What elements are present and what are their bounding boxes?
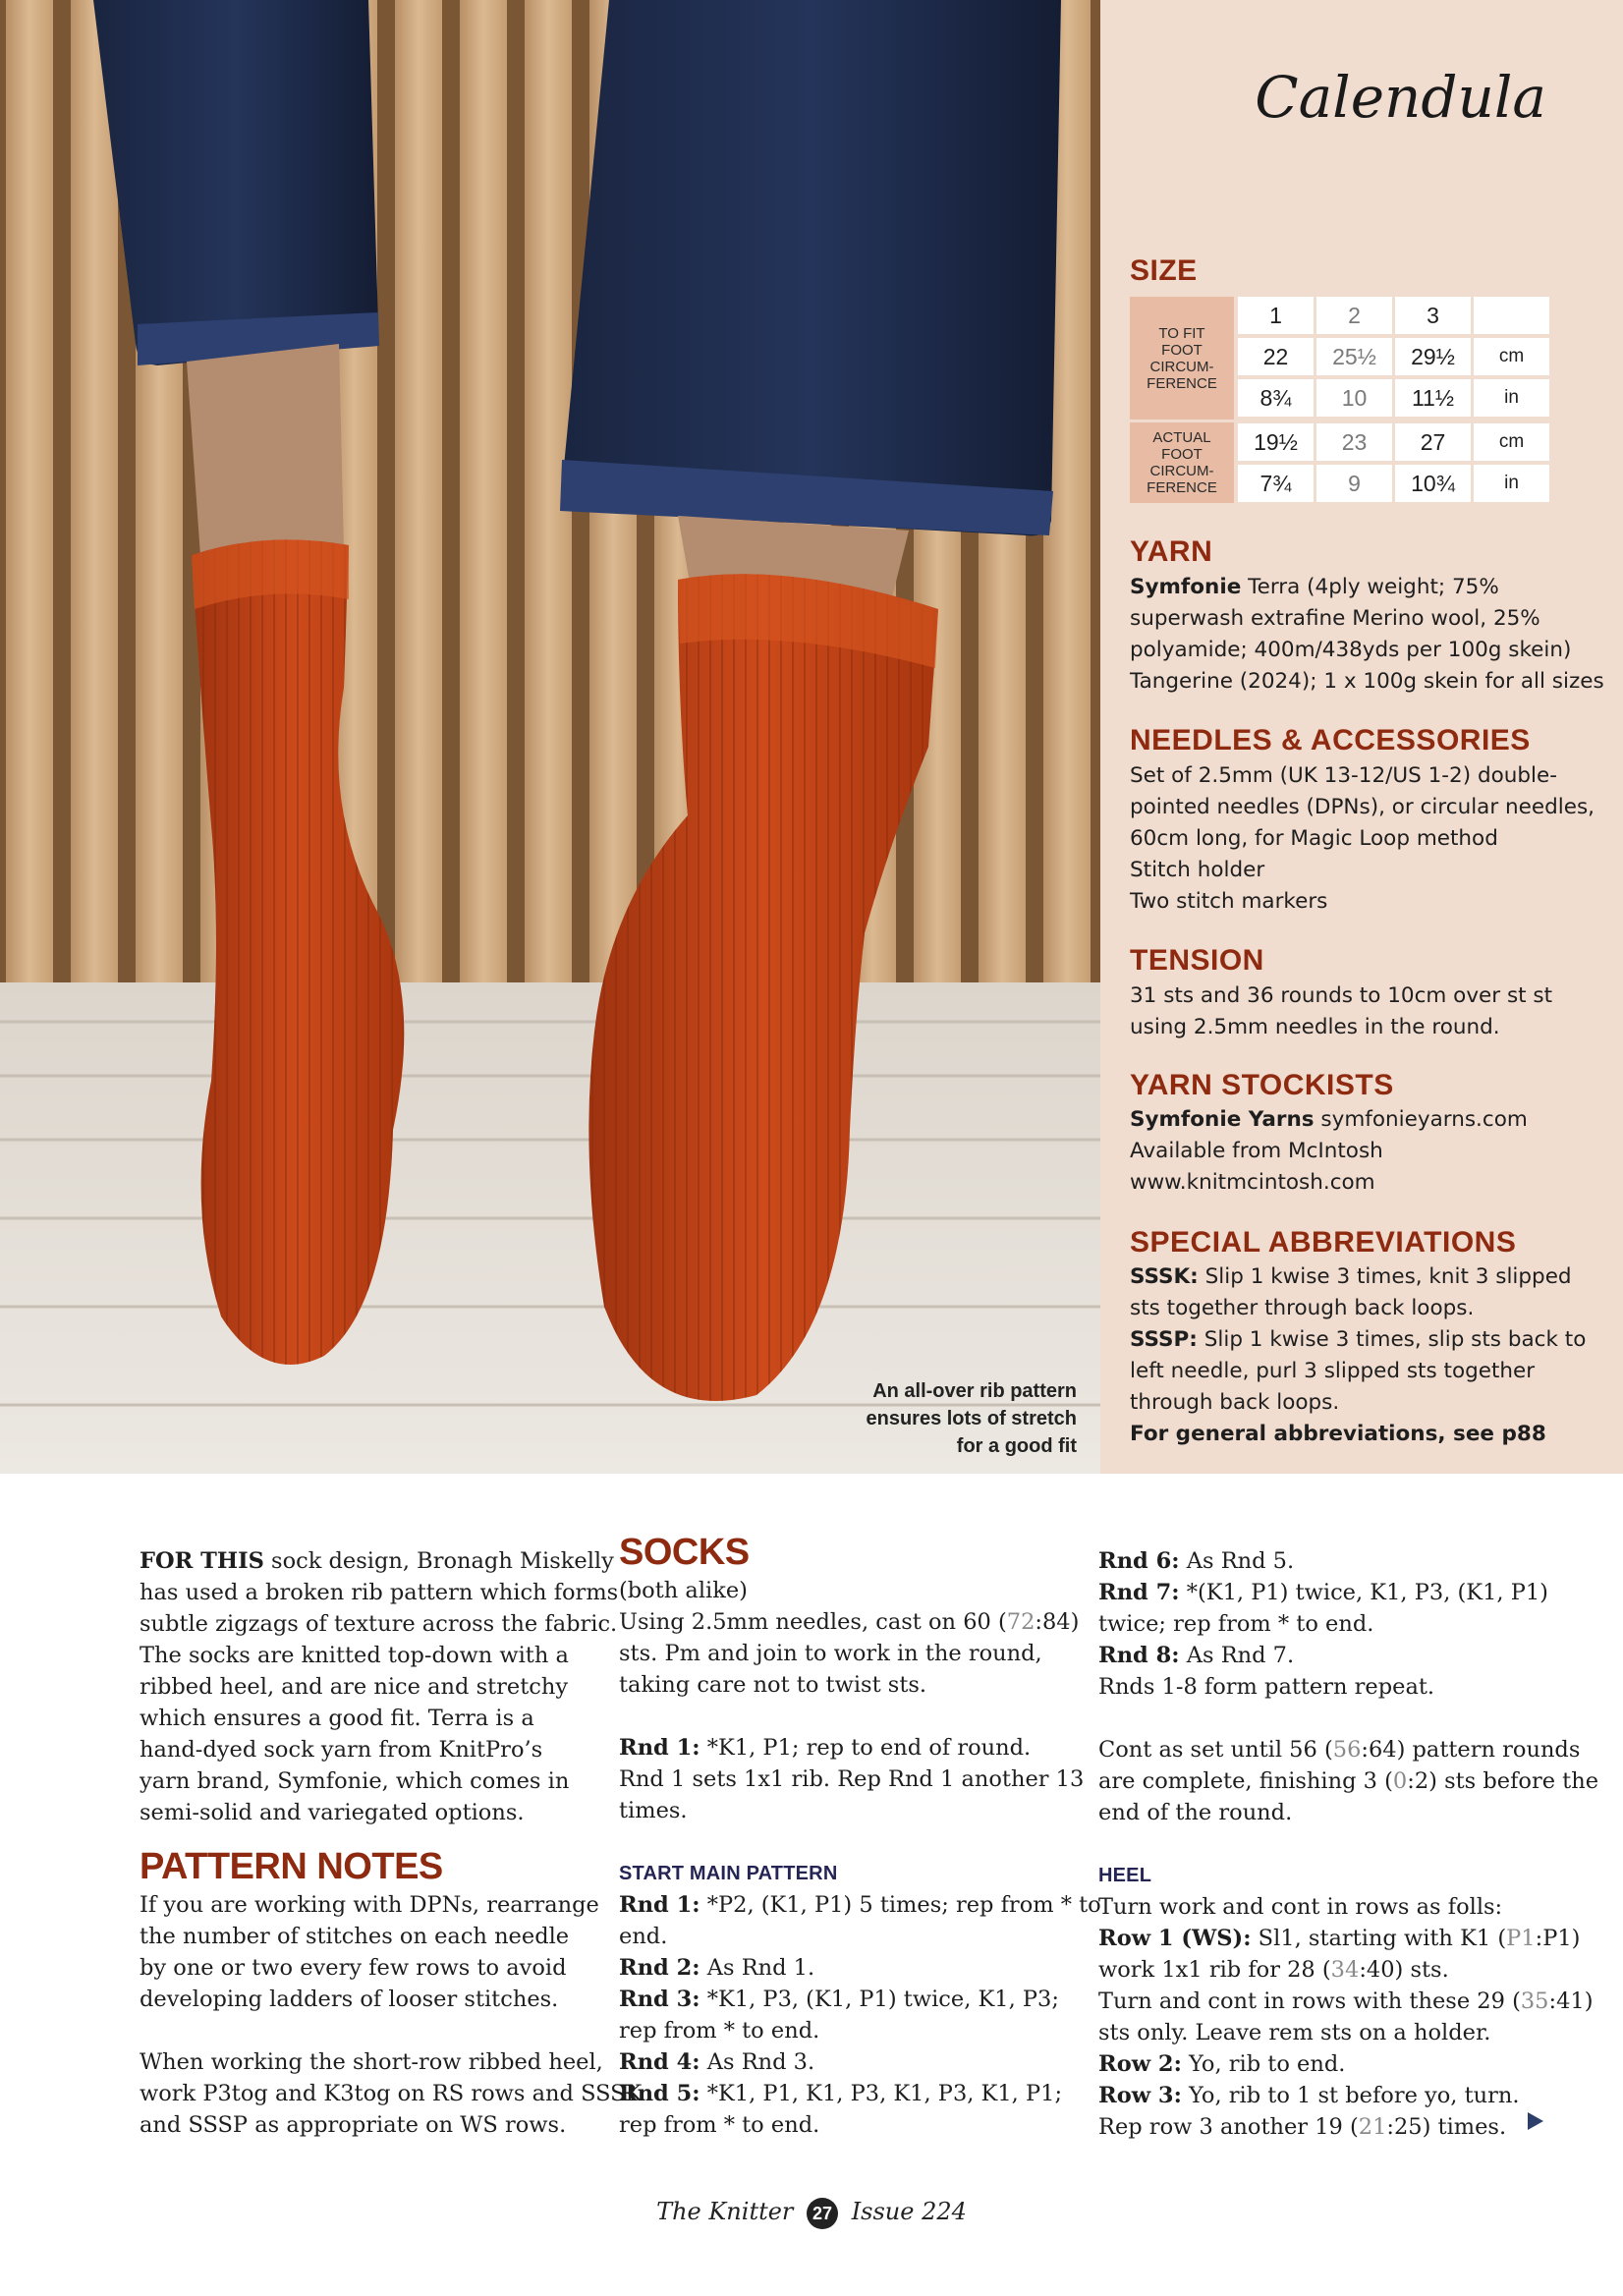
unit-in: in <box>1474 465 1549 502</box>
yarn-details: Symfonie Terra (4ply weight; 75% superwash extrafine Merino wool, 25% polyamide; 400m/438yds per 100g skein) Tangerine (2024); 1 x 100g skein for all sizes <box>1130 575 1604 694</box>
yarn-heading: YARN <box>1130 535 1213 568</box>
magazine-name: The Knitter <box>656 2198 794 2225</box>
size-heading: SIZE <box>1130 254 1198 287</box>
abbreviations-heading: SPECIAL ABBREVIATIONS <box>1130 1226 1517 1259</box>
tension-heading: TENSION <box>1130 944 1264 977</box>
fit-cm-1: 22 <box>1238 338 1314 375</box>
pattern-notes-p1: If you are working with DPNs, rearrange the number of stitches on each needle by one or two every few rows to avoid developing ladders of looser stitches. <box>140 1892 599 2012</box>
abbreviations-details: SSSK: Slip 1 kwise 3 times, knit 3 slipped sts together through back loops. SSSP: Slip 1 kwise 3 times, slip sts back to left needle, purl 3 slipped sts together through back loops. For general abbreviations, see p88 <box>1130 1261 1592 1450</box>
actual-cm-3: 27 <box>1395 423 1471 461</box>
continue-arrow-icon <box>1528 2112 1543 2130</box>
fit-in-1: 8¾ <box>1238 379 1314 417</box>
heel-instructions: Turn work and cont in rows as folls: Row 1 (WS): Sl1, starting with K1 (P1:P1) work 1x1 rib for 28 (34:40) sts. Turn and cont in rows with these 29 (35:41) sts only. Leave rem sts on a holder. Row 2: Yo, rib to end. Row 3: Yo, rib to 1 st before yo, turn. Rep row 3 another 19 (21:25) times. <box>1098 1894 1594 2140</box>
socks-subtitle: (both alike) <box>619 1578 748 1603</box>
caption-line: for a good fit <box>956 1435 1077 1457</box>
size-3: 3 <box>1395 297 1471 334</box>
intro-paragraph: FOR THIS sock design, Bronagh Miskelly has used a broken rib pattern which forms subtle zigzags of texture across the fabric. The socks are knitted top-down with a ribbed heel, and are nice and stretchy which ensures a good fit. Terra is a hand-dyed sock yarn from KnitPro’s yarn brand, Symfonie, which comes in semi-solid and variegated options. <box>140 1548 619 1825</box>
stockists-details: Symfonie Yarns symfonieyarns.com Available from McIntosh www.knitmcintosh.com <box>1130 1107 1528 1195</box>
unit-in: in <box>1474 379 1549 417</box>
size-2: 2 <box>1316 297 1392 334</box>
needles-heading: NEEDLES & ACCESSORIES <box>1130 724 1531 756</box>
main-pattern-heading: START MAIN PATTERN <box>619 1863 838 1884</box>
photo-caption <box>841 1377 1077 1460</box>
unit-cm: cm <box>1474 423 1549 461</box>
rib-rounds: Rnd 1: *K1, P1; rep to end of round. Rnd 1 sets 1x1 rib. Rep Rnd 1 another 13 times. <box>619 1735 1085 1823</box>
unit-blank <box>1474 297 1549 334</box>
fit-in-2: 10 <box>1316 379 1392 417</box>
actual-in-3: 10¾ <box>1395 465 1471 502</box>
continue-pattern: Cont as set until 56 (56:64) pattern rounds are complete, finishing 3 (0:2) sts before the end of the round. <box>1098 1737 1599 1825</box>
hero-photo <box>0 0 1100 1474</box>
pattern-title: Calendula <box>1255 64 1546 131</box>
cast-on: Using 2.5mm needles, cast on 60 (72:84) sts. Pm and join to work in the round, taking care not to twist sts. <box>619 1609 1080 1698</box>
fit-cm-3: 29½ <box>1395 338 1471 375</box>
caption-line: ensures lots of stretch <box>866 1408 1077 1429</box>
column-socks <box>619 1530 1101 2141</box>
caption-line: An all-over rib pattern <box>872 1380 1077 1402</box>
column-intro <box>140 1545 643 2141</box>
general-abbreviations-ref: For general abbreviations, see p88 <box>1130 1422 1546 1446</box>
pattern-rounds-cont: Rnd 6: As Rnd 5. Rnd 7: *(K1, P1) twice, K1, P3, (K1, P1) twice; rep from * to end. Rnd 8: As Rnd 7. Rnds 1-8 form pattern repeat. <box>1098 1548 1548 1700</box>
actual-in-2: 9 <box>1316 465 1392 502</box>
stockists-heading: YARN STOCKISTS <box>1130 1069 1394 1101</box>
page-footer <box>0 2194 1623 2229</box>
issue-number: Issue 224 <box>851 2198 967 2225</box>
tension-details: 31 sts and 36 rounds to 10cm over st st using 2.5mm needles in the round. <box>1130 983 1553 1039</box>
fit-in-3: 11½ <box>1395 379 1471 417</box>
needles-details: Set of 2.5mm (UK 13-12/US 1-2) double- pointed needles (DPNs), or circular needles, 60cm long, for Magic Loop method Stitch holder Two stitch markers <box>1130 763 1595 914</box>
actual-cm-1: 19½ <box>1238 423 1314 461</box>
size-1: 1 <box>1238 297 1314 334</box>
unit-cm: cm <box>1474 338 1549 375</box>
socks-photo-illustration <box>0 0 1100 1474</box>
fit-circumference-label: TO FIT FOOT CIRCUM- FERENCE <box>1130 297 1234 420</box>
actual-circumference-label: ACTUAL FOOT CIRCUM- FERENCE <box>1130 422 1234 503</box>
heel-heading: HEEL <box>1098 1865 1152 1886</box>
pattern-notes-p2: When working the short-row ribbed heel, work P3tog and K3tog on RS rows and SSSK and SSSP as appropriate on WS rows. <box>140 2049 643 2138</box>
main-pattern-rounds: Rnd 1: *P2, (K1, P1) 5 times; rep from * to end. Rnd 2: As Rnd 1. Rnd 3: *K1, P3, (K1, P1) twice, K1, P3; rep from * to end. Rnd 4: As Rnd 3. Rnd 5: *K1, P1, K1, P3, K1, P3, K1, P1; rep from * to end. <box>619 1892 1101 2138</box>
actual-cm-2: 23 <box>1316 423 1392 461</box>
pattern-info-panel <box>1100 0 1623 1474</box>
fit-cm-2: 25½ <box>1316 338 1392 375</box>
socks-heading: SOCKS <box>619 1532 750 1573</box>
page-number: 27 <box>807 2198 838 2229</box>
actual-in-1: 7¾ <box>1238 465 1314 502</box>
column-heel <box>1098 1545 1599 2143</box>
pattern-notes-heading: PATTERN NOTES <box>140 1846 443 1887</box>
